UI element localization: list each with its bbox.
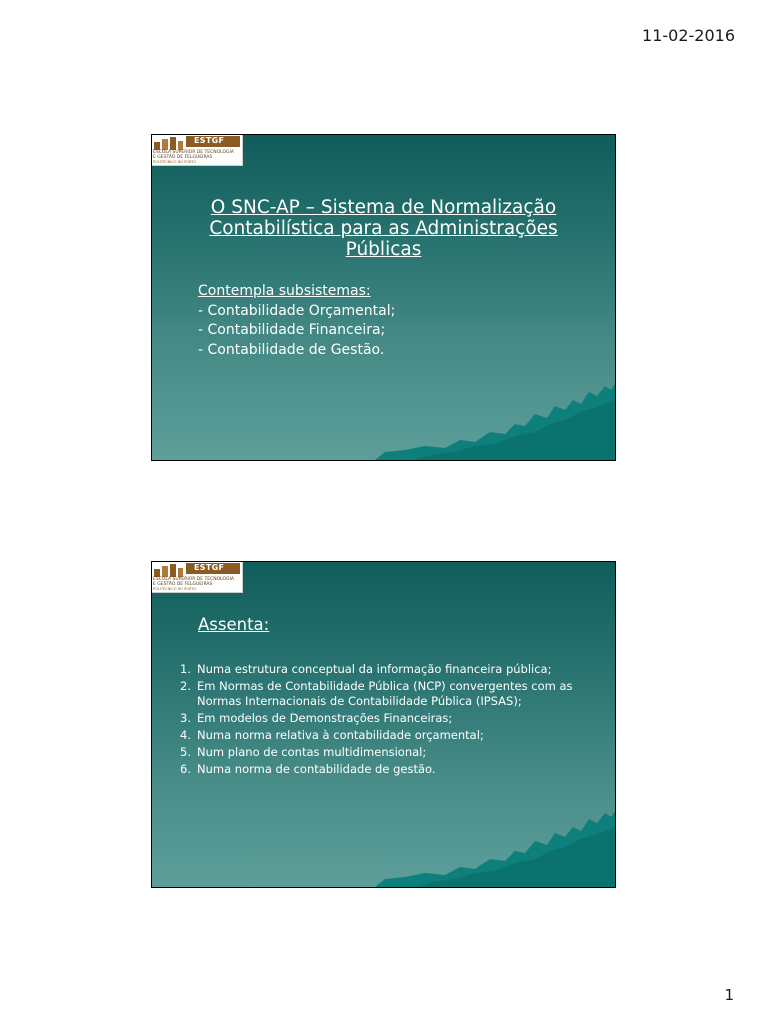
list-item: 2. Em Normas de Contabilidade Pública (NCP) convergentes com as Normas Internacionais de Contabilidade Pública (IPSAS); xyxy=(180,679,573,708)
slide-1 xyxy=(151,134,616,461)
list-item: 6. Numa norma de contabilidade de gestão. xyxy=(180,762,436,776)
list-item: - Contabilidade de Gestão. xyxy=(198,341,385,358)
estgf-logo-mark-icon xyxy=(154,137,184,150)
slide-1-content xyxy=(198,282,395,360)
list-item: - Contabilidade Orçamental; xyxy=(198,302,396,319)
estgf-logo xyxy=(152,562,243,593)
logo-subtitle: ESCOLA SUPERIOR DE TECNOLOGIA E GESTÃO DE FELGUEIRAS xyxy=(153,577,234,587)
mountain-decoration-icon xyxy=(375,380,615,460)
logo-title: ESTGF xyxy=(194,136,225,145)
logo-subtitle-small: POLITÉCNICO DO PORTO xyxy=(153,587,197,591)
list-item: 3. Em modelos de Demonstrações Financeiras; xyxy=(180,711,453,725)
logo-title: ESTGF xyxy=(194,563,225,572)
estgf-logo xyxy=(152,135,243,166)
list-item: 1. Numa estrutura conceptual da informação financeira pública; xyxy=(180,662,552,676)
logo-subtitle-small: POLITÉCNICO DO PORTO xyxy=(153,160,197,164)
logo-subtitle: ESCOLA SUPERIOR DE TECNOLOGIA E GESTÃO DE FELGUEIRAS xyxy=(153,150,234,160)
header-date: 11-02-2016 xyxy=(642,26,735,45)
subsystems-heading: Contempla subsistemas: xyxy=(198,283,371,299)
slide-2 xyxy=(151,561,616,888)
estgf-logo-mark-icon xyxy=(154,564,184,577)
mountain-decoration-icon xyxy=(375,807,615,887)
list-item: 5. Num plano de contas multidimensional; xyxy=(180,745,427,759)
slide-2-list xyxy=(180,662,590,779)
page-number: 1 xyxy=(724,986,734,1004)
slide-2-heading: Assenta: xyxy=(198,615,270,634)
slide-1-title: O SNC-AP – Sistema de Normalização Contabilística para as Administrações Públicas xyxy=(209,197,558,260)
list-item: - Contabilidade Financeira; xyxy=(198,322,386,338)
list-item: 4. Numa norma relativa à contabilidade orçamental; xyxy=(180,728,484,742)
